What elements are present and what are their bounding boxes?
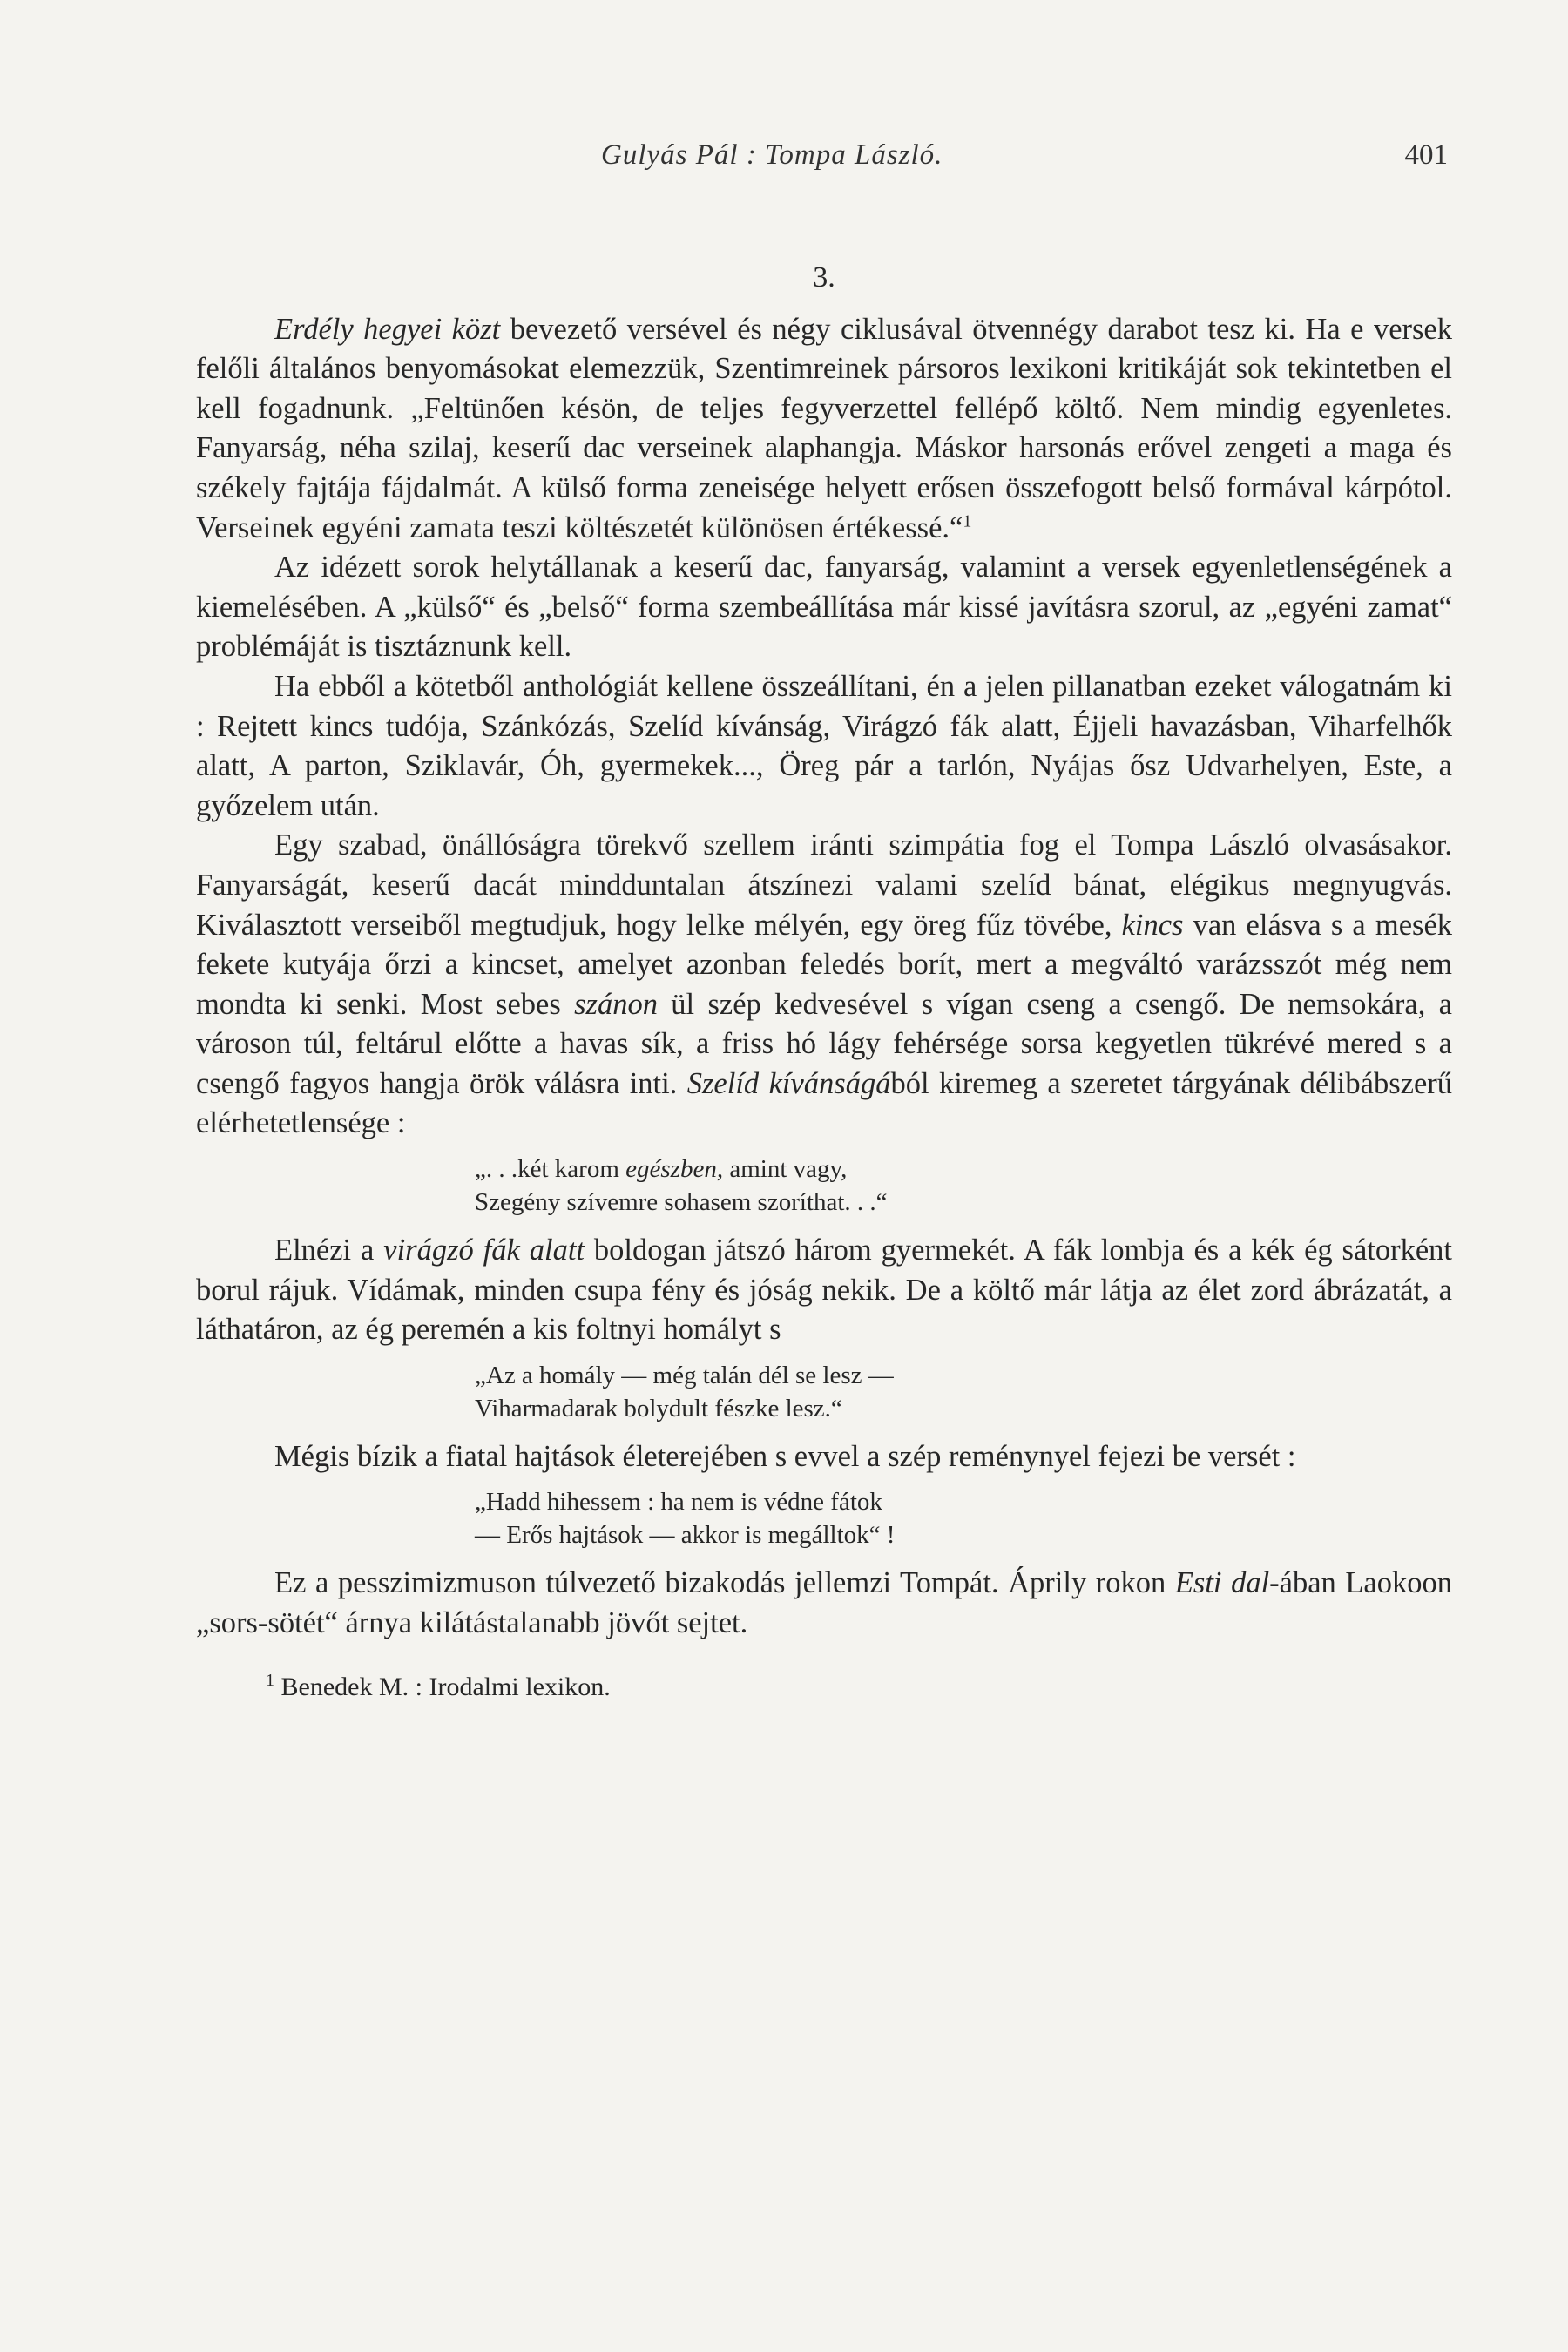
verse-quote-2: [475, 1359, 1452, 1425]
paragraph-2: Az idézett sorok helytállanak a keserű dac, fanyarság, valamint a versek egyenletlenségének a kiemelésében. A „külső“ és „belső“ forma szembeállítása már kissé javításra szorul, az „egyéni zamat“ problémáját is tisztáznunk kell.: [196, 551, 1452, 664]
title-szelid-kivansag: Szelíd kívánságá: [686, 1066, 891, 1100]
title-erdely-hegyei-kozt: Erdély hegyei közt: [274, 312, 501, 346]
verse-quote-3: [475, 1485, 1452, 1551]
verse-text: „. . .két karom: [475, 1155, 626, 1184]
body-text: [196, 258, 1452, 1705]
paragraph-5-text-b: boldogan játszó három gyermekét. A fák lombja és a kék ég sátorként borul rájuk. Vídámak, minden csupa fény és jóság nekik. De a költő már látja az élet zord ábrázatát, a láthatáron, az ég peremén a kis foltnyi homályt s: [196, 1233, 1453, 1347]
paragraph-4-text-a: Egy szabad, önállóságra törekvő szellem iránti szimpátia fog el Tompa László olvasásakor. Fanyarságát, keserű dacát mindduntalan átszínezi valami szelíd bánat, elégikus megnyugvás. Kiválasztott verseiből megtudjuk, hogy lelke mélyén, egy öreg fűz tövébe,: [196, 828, 1452, 942]
emphasis-szanon: szánon: [574, 987, 658, 1021]
verse-line: „Az a homály — még talán dél se lesz —: [475, 1361, 894, 1389]
paragraph-1: [196, 310, 1452, 549]
footnote-text: Benedek M. : Irodalmi lexikon.: [274, 1672, 611, 1701]
paragraph-3: Ha ebből a kötetből anthológiát kellene összeállítani, én a jelen pillanatban ezeket válogatnám ki : Rejtett kincs tudója, Szánkózás, Szelíd kívánság, Virágzó fák alatt, Éjjeli havazásban, Viharfelhők alatt, A parton, Sziklavár, Óh, gyermekek..., Öreg pár a tarlón, Nyájas ősz Udvarhelyen, Este, a győzelem után.: [196, 669, 1452, 822]
paragraph-4: [196, 826, 1452, 1144]
verse-line: [475, 1152, 1452, 1186]
title-esti-dal: Esti dal: [1174, 1566, 1270, 1600]
paragraph-7-text-b: -ában Laokoon „sors-sötét“ árnya kilátástalanabb jövőt sejtet.: [196, 1566, 1452, 1640]
verse-line: Szegény szívemre sohasem szoríthat. . .“: [475, 1188, 888, 1217]
footnote-reference: 1: [963, 511, 972, 531]
verse-line: „Hadd hihessem : ha nem is védne fátok: [475, 1488, 882, 1517]
paragraph-6: Mégis bízik a fiatal hajtások életerejében s evvel a szép reménynyel fejezi be versét :: [274, 1439, 1296, 1473]
footnote-mark: 1: [266, 1670, 274, 1690]
paragraph-5-text-a: Elnézi a: [274, 1233, 384, 1267]
verse-text: amint vagy,: [723, 1155, 848, 1184]
paragraph-4-text-c: ül szép kedvesével s vígan cseng a csengő. De nemsokára, a városon túl, feltárul előtte a havas sík, a friss hó lágy fehérsége sorsa kegyetlen tükrévé mered s a csengő fagyos hangja örök válásra inti.: [196, 987, 1452, 1100]
paragraph-5: [196, 1231, 1452, 1350]
verse-line: — Erős hajtások — akkor is megálltok“ !: [475, 1521, 896, 1550]
footnote: [196, 1670, 1452, 1705]
emphasis-kincs: kincs: [1121, 908, 1184, 942]
paragraph-4-text-d: ból kiremeg a szeretet tárgyának délibábszerű elérhetetlensége :: [196, 1066, 1453, 1140]
running-head: Gulyás Pál : Tompa László.: [601, 139, 943, 171]
paragraph-1-text: bevezető versével és négy ciklusával ötvennégy darabot tesz ki. Ha e versek felőli általános benyomásokat elemezzük, Szentimreinek pársoros lexikoni kritikáját sok tekintetben el kell fogadnunk. „Feltünően késön, de teljes fegyverzettel fellépő költő. Nem mindig egyenletes. Fanyarság, néha szilaj, keserű dac verseinek alaphangja. Máskor harsonás erővel zengeti a maga és székely fajtája fájdalmát. A külső forma zeneisége helyett erősen összefogott belső formával kárpótol. Verseinek egyéni zamata teszi költészetét különösen értékessé.“: [196, 312, 1452, 544]
paragraph-7-text-a: Ez a pesszimizmuson túlvezető bizakodás jellemzi Tompát. Áprily rokon: [274, 1566, 1175, 1600]
page-number: 401: [1404, 139, 1448, 171]
page-header: [0, 139, 1568, 183]
verse-quote-1: [475, 1152, 1452, 1219]
paragraph-7: [196, 1564, 1452, 1643]
title-viragzo-fak-alatt: virágzó fák alatt: [383, 1233, 585, 1267]
verse-emphasis: egészben,: [625, 1155, 724, 1184]
paragraph-4-text-b: van elásva s a mesék fekete kutyája őrzi a kincset, amelyet azonban feledés borít, mert a megváltó varázsszót még nem mondta ki senki. Most sebes: [196, 908, 1453, 1021]
section-number: 3.: [813, 261, 835, 294]
verse-line: Viharmadarak bolydult fészke lesz.“: [475, 1394, 842, 1423]
